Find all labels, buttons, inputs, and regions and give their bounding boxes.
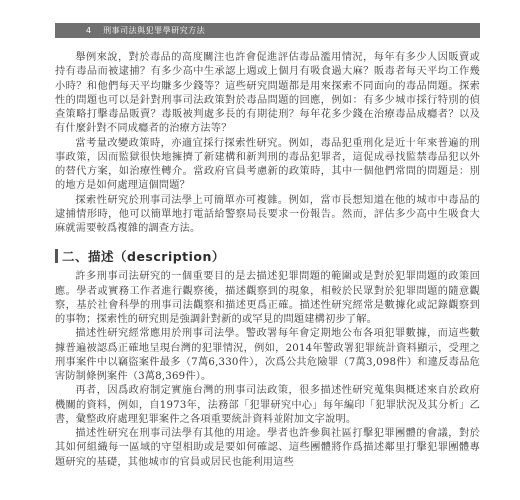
- paragraph: 再者，因爲政府制定實施台灣的刑事司法政策，很多描述性研究蒐集與概述來自於政府機關的資料，例如，自1973年，法務部「犯罪研究中心」每年編印「犯罪狀況及其分析」乙書，彙整政府處理犯罪案件之各項重要統計資料並附加文字說明。: [55, 385, 480, 425]
- section-heading: [55, 247, 480, 265]
- paragraph: 許多刑事司法研究的一個重要目的是去描述犯罪問題的範圍或是對於犯罪問題的政策回應。學者或實務工作者進行觀察後，描述觀察到的現象，相較於民眾對於犯罪問題的隨意觀察，基於社會科學的刑事司法觀察和描述更爲正確。描述性研究經常是數據化或記錄觀察到的事物；探索性的研究則是強調針對新的或罕見的問題建構初步了解。: [55, 271, 480, 325]
- paragraph: 描述性研究在刑事司法學有其他的用途。學者也許參與社區打擊犯罪團體的會議，對於其如何組織每一區域的守望相助或是要如何確認、這些團體將作爲描述鄰里打擊犯罪團體專題研究的基礎，其他城市的官員或居民也能利用這些: [55, 428, 480, 468]
- running-header: [55, 23, 480, 38]
- body-text: [55, 51, 480, 470]
- page-number: 4: [86, 26, 92, 35]
- paragraph: 舉例來說，對於毒品的高度關注也許會促進評估毒品濫用情況，每年有多少人因販賣或持有毒品而被逮捕？有多少高中生承認上週或上個月有吸食過大麻？販毒者每天平均工作幾小時？和他們每天平均賺多少錢等？這些研究問題都是用來探索不同面向的毒品問題。探索性的問題也可以是針對刑事司法政策對於毒品問題的回應，例如：有多少城市採行特別的偵查策略打擊毒品販賣？毒販被判處多長的有期徒刑？每年花多少錢在治療毒品成癮者？以及有什麼針對不同成癮者的治療方法等？: [55, 52, 480, 135]
- section-marker: [55, 249, 58, 263]
- paragraph: 探索性研究於刑事司法學上可簡單亦可複雜。例如，當市長想知道在他的城市中毒品的逮捕情形時，他可以簡單地打電話給警察局長要求一份報告。然而，評估多少高中生吸食大麻就需要較爲複雜的調查方法。: [55, 194, 480, 234]
- running-title: 刑事司法與犯罪學研究方法: [103, 26, 206, 35]
- paragraph: 當考量改變政策時，亦適宜採行探索性研究。例如，毒品犯重刑化是近十年來普遍的刑事政策，因而監獄很快地擁擠了新建構和新判刑的毒品犯罪者，這促成尋找監禁毒品犯以外的替代方案，如治療性轉介。當政府官員考慮新的政策時，其中一個他們常問的問題是：別的地方是如何處理這個問題？: [55, 137, 480, 192]
- section-title: 二、描述（description）: [62, 249, 225, 265]
- paragraph: 描述性研究經常應用於刑事司法學。警政署每年會定期地公布各項犯罪數據，而這些數據普遍被認爲正確地呈現台灣的犯罪情況，例如，2014年警政署犯罪統計資料顯示，受理之刑事案件中以竊盜案件最多（7萬6,330件），次爲公共危險罪（7萬3,098件）和違反毒品危害防制條例案件（3萬8,369件）。: [55, 328, 480, 382]
